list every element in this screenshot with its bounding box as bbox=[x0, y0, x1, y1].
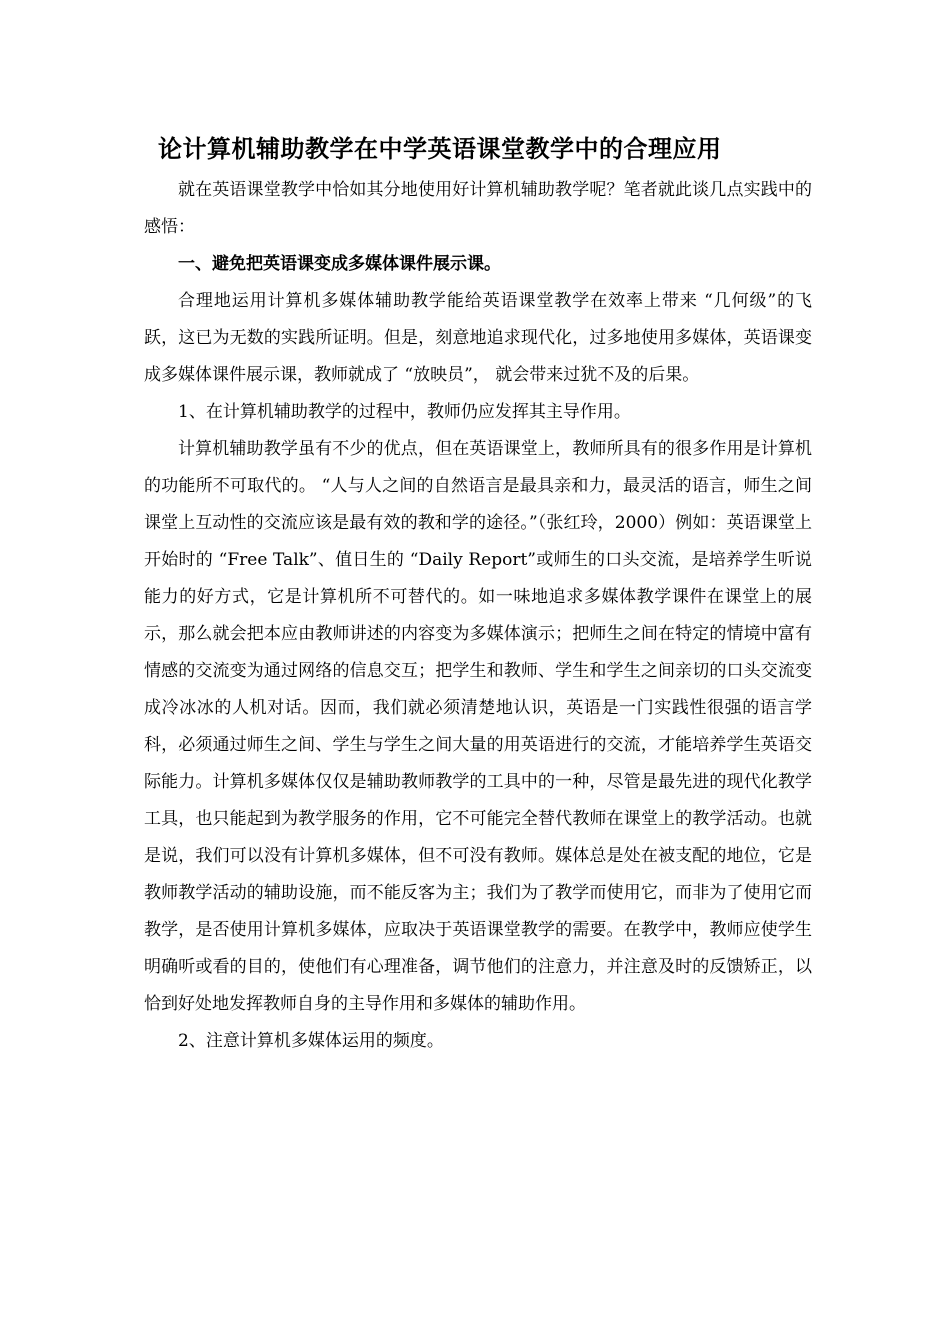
body-paragraph: 计算机辅助教学虽有不少的优点，但在英语课堂上，教师所具有的很多作用是计算机的功能所不可取代的。 “人与人之间的自然语言是最具亲和力，最灵活的语言，师生之间课堂上互动性的交流应该是最有效的教和学的途径。”（张红玲，2000）例如：英语课堂上开始时的 “Free Talk”、值日生的 “Daily Report”或师生的口头交流，是培养学生听说能力的好方式，它是计算机所不可替代的。如一味地追求多媒体教学课件在课堂上的展示，那么就会把本应由教师讲述的内容变为多媒体演示；把师生之间在特定的情境中富有情感的交流变为通过网络的信息交互；把学生和教师、学生和学生之间亲切的口头交流变成冷冰冰的人机对话。因而，我们就必须清楚地认识，英语是一门实践性很强的语言学科，必须通过师生之间、学生与学生之间大量的用英语进行的交流，才能培养学生英语交际能力。计算机多媒体仅仅是辅助教师教学的工具中的一种，尽管是最先进的现代化教学工具，也只能起到为教学服务的作用，它不可能完全替代教师在课堂上的教学活动。也就是说，我们可以没有计算机多媒体，但不可没有教师。媒体总是处在被支配的地位，它是教师教学活动的辅助设施，而不能反客为主；我们为了教学而使用它，而非为了使用它而教学，是否使用计算机多媒体，应取决于英语课堂教学的需要。在教学中，教师应使学生明确听或看的目的，使他们有心理准备，调节他们的注意力，并注意及时的反馈矫正，以恰到好处地发挥教师自身的主导作用和多媒体的辅助作用。 bbox=[144, 439, 812, 1014]
intro-paragraph: 就在英语课堂教学中恰如其分地使用好计算机辅助教学呢？笔者就此谈几点实践中的感悟： bbox=[144, 180, 812, 237]
document-body bbox=[144, 172, 812, 1060]
body-paragraph: 合理地运用计算机多媒体辅助教学能给英语课堂教学在效率上带来 “几何级”的飞跃，这已为无数的实践所证明。但是，刻意地追求现代化，过多地使用多媒体，英语课变成多媒体课件展示课，教师就成了 “放映员”， 就会带来过犹不及的后果。 bbox=[144, 291, 812, 385]
subsection-heading-2: 2、注意计算机多媒体运用的频度。 bbox=[178, 1031, 444, 1051]
document-title: 论计算机辅助教学在中学英语课堂教学中的合理应用 bbox=[158, 135, 722, 163]
subsection-heading-1: 1、在计算机辅助教学的过程中，教师仍应发挥其主导作用。 bbox=[178, 402, 631, 422]
section-heading-1: 一、避免把英语课变成多媒体课件展示课。 bbox=[178, 254, 501, 274]
